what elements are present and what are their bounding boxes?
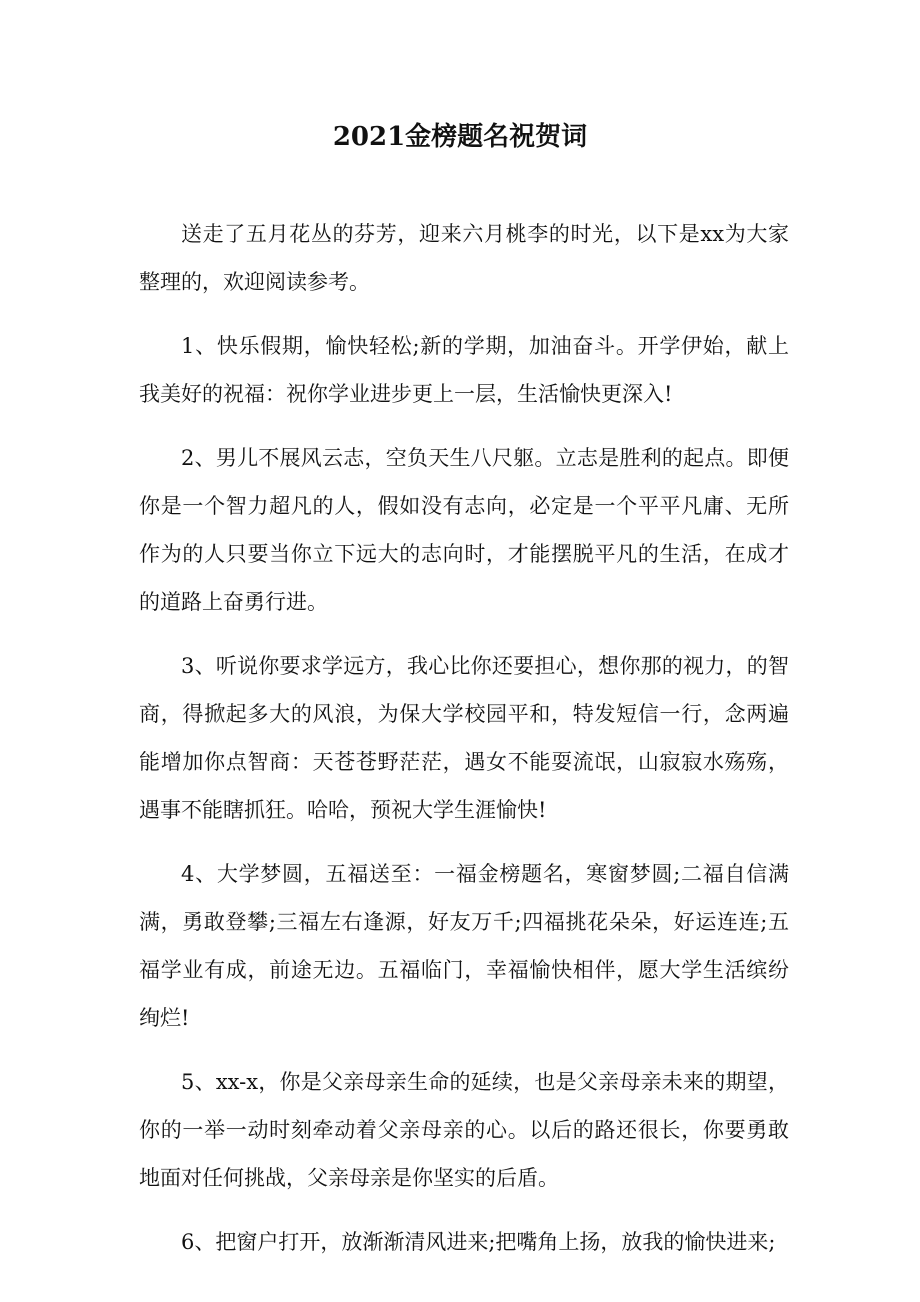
greeting-paragraph-5: 5、xx-x，你是父亲母亲生命的延续，也是父亲母亲未来的期望，你的一举一动时刻牵动着父亲母亲的心。以后的路还很长，你要勇敢地面对任何挑战，父亲母亲是你坚实的后盾。 bbox=[139, 1070, 789, 1190]
greeting-paragraph-4: 4、大学梦圆，五福送至：一福金榜题名，寒窗梦圆;二福自信满满，勇敢登攀;三福左右逢源，好友万千;四福挑花朵朵，好运连连;五福学业有成，前途无边。五福临门，幸福愉快相伴，愿大学生活缤纷绚烂! bbox=[139, 862, 789, 1030]
document-body bbox=[139, 210, 789, 1282]
document-title: 2021金榜题名祝贺词 bbox=[332, 122, 588, 152]
greeting-paragraph-6: 6、把窗户打开，放渐渐清风进来;把嘴角上扬，放我的愉快进来; bbox=[181, 1230, 776, 1254]
greeting-paragraph-3: 3、听说你要求学远方，我心比你还要担心，想你那的视力，的智商，得掀起多大的风浪，为保大学校园平和，特发短信一行，念两遍能增加你点智商：天苍苍野茫茫，遇女不能耍流氓，山寂寂水殇殇，遇事不能瞎抓狂。哈哈，预祝大学生涯愉快! bbox=[139, 654, 789, 822]
greeting-paragraph-1: 1、快乐假期，愉快轻松;新的学期，加油奋斗。开学伊始，献上我美好的祝福：祝你学业进步更上一层，生活愉快更深入! bbox=[139, 334, 789, 406]
greeting-paragraph-2: 2、男儿不展风云志，空负天生八尺躯。立志是胜利的起点。即便你是一个智力超凡的人，假如没有志向，必定是一个平平凡庸、无所作为的人只要当你立下远大的志向时，才能摆脱平凡的生活，在成才的道路上奋勇行进。 bbox=[139, 446, 789, 614]
intro-paragraph: 送走了五月花丛的芬芳，迎来六月桃李的时光，以下是xx为大家整理的，欢迎阅读参考。 bbox=[139, 222, 789, 294]
